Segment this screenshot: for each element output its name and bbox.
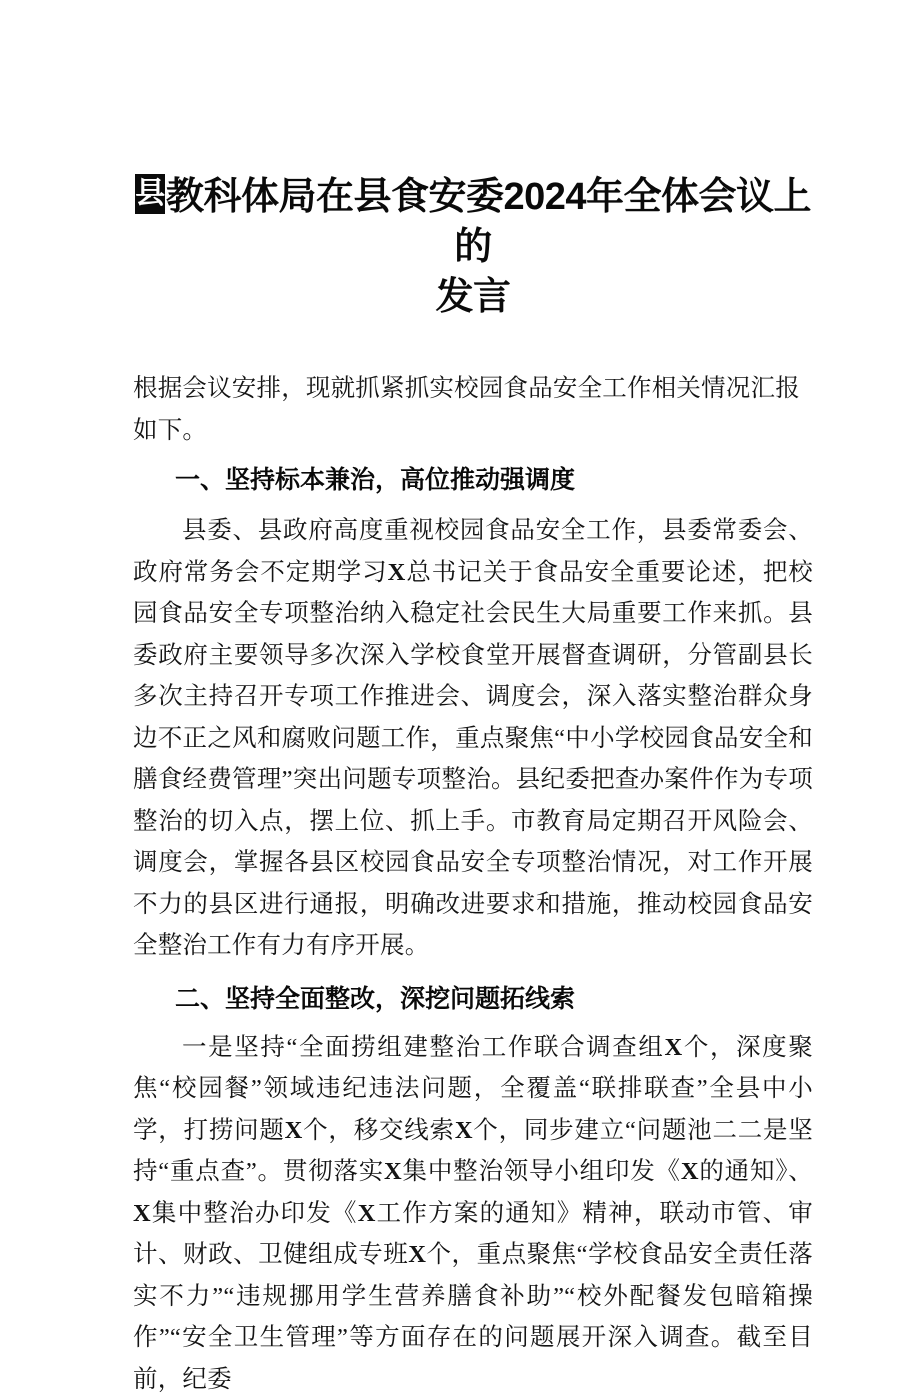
redacted-placeholder: X <box>665 1034 683 1061</box>
heading1-body-spacer <box>133 500 813 510</box>
title-line-1: 教科体局在县食安委2024年全体会议上的 <box>166 176 811 268</box>
redacted-placeholder: X <box>388 559 406 586</box>
redacted-placeholder: X <box>408 1241 426 1268</box>
title-body-spacer <box>133 322 813 368</box>
lead-heading-spacer <box>133 451 813 460</box>
section-heading-1: 一、坚持标本兼治，高位推动强调度 <box>133 460 813 500</box>
title-line-2: 发言 <box>435 276 510 318</box>
heading2-body-spacer <box>133 1019 813 1027</box>
section-heading-2: 二、坚持全面整改，深挖问题拓线索 <box>133 979 813 1019</box>
title-inverted-badge-char: 县 <box>135 174 165 214</box>
page-title <box>133 0 813 322</box>
section-2-paragraph-1: 一是坚持“全面捞组建整治工作联合调查组X个，深度聚焦“校园餐”领域违纪违法问题，全覆盖“联排联查”全县中小学，打捞问题X个，移交线索X个，同步建立“问题池二二是坚持“重点查”。贯彻落实X集中整治领导小组印发《X的通知》、X集中整治办印发《X工作方案的通知》精神，联动市管、审计、财政、卫健组成专班X个，重点聚焦“学校食品安全责任落实不力”“违规挪用学生营养膳食补助”“校外配餐发包暗箱操作”“安全卫生管理”等方面存在的问题展开深入调查。截至目前，纪委 <box>133 1027 813 1400</box>
redacted-placeholder: X <box>285 1117 303 1144</box>
section-gap-spacer <box>133 967 813 979</box>
lead-paragraph: 根据会议安排，现就抓紧抓实校园食品安全工作相关情况汇报如下。 <box>133 368 813 451</box>
redacted-placeholder: X <box>133 1200 151 1227</box>
section-1-paragraph-1: 县委、县政府高度重视校园食品安全工作，县委常委会、政府常务会不定期学习X总书记关于食品安全重要论述，把校园食品安全专项整治纳入稳定社会民生大局重要工作来抓。县委政府主要领导多次深入学校食堂开展督查调研，分管副县长多次主持召开专项工作推进会、调度会，深入落实整治群众身边不正之风和腐败问题工作，重点聚焦“中小学校园食品安全和膳食经费管理”突出问题专项整治。县纪委把查办案件作为专项整治的切入点，摆上位、抓上手。市教育局定期召开风险会、调度会，掌握各县区校园食品安全专项整治情况，对工作开展不力的县区进行通报，明确改进要求和措施，推动校园食品安全整治工作有力有序开展。 <box>133 510 813 967</box>
redacted-placeholder: X <box>681 1158 699 1185</box>
redacted-placeholder: X <box>384 1158 402 1185</box>
redacted-placeholder: X <box>455 1117 473 1144</box>
document-content <box>133 0 813 1400</box>
redacted-placeholder: X <box>358 1200 376 1227</box>
